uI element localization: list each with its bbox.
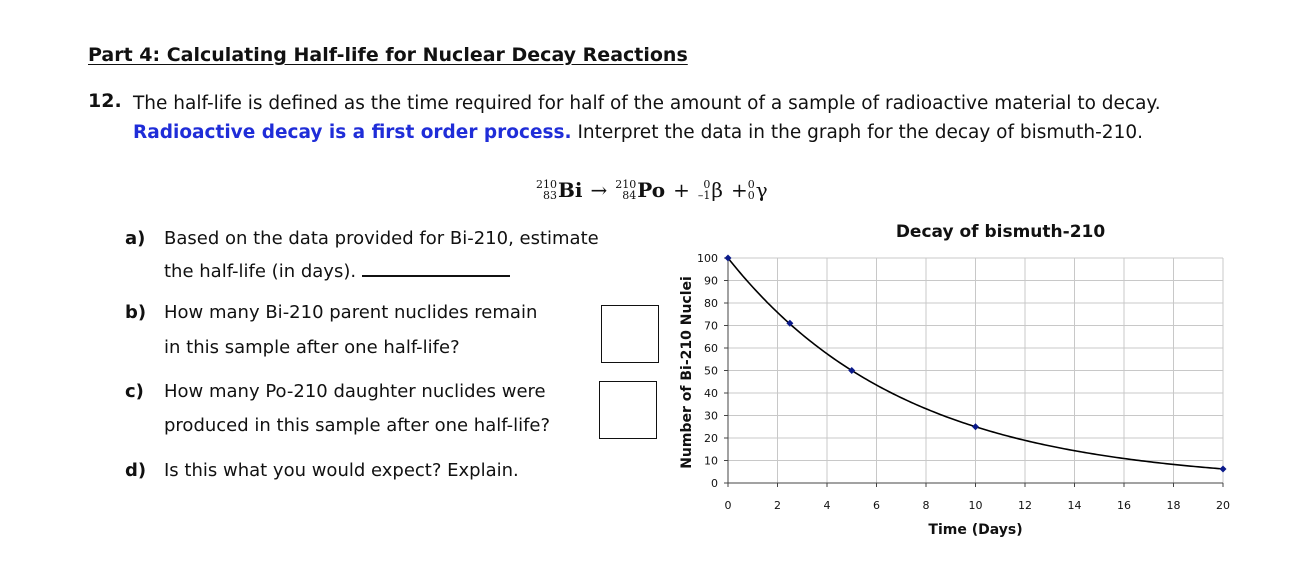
product1-atomic-number: 84	[622, 189, 637, 202]
part-c-line1: How many Po-210 daughter nuclides were	[164, 381, 546, 402]
x-tick-label: 18	[1166, 499, 1181, 512]
product3-symbol: γ	[755, 178, 768, 202]
product1-mass-number: 210	[615, 178, 637, 191]
reactant-mass-number: 210	[536, 178, 557, 191]
x-tick-label: 0	[724, 499, 732, 512]
question-number: 12.	[88, 90, 122, 112]
decay-equation	[536, 178, 768, 202]
part-b-line1: How many Bi-210 parent nuclides remain	[164, 302, 538, 323]
part-d-label: d)	[125, 460, 147, 481]
product3-isotope-numbers	[748, 179, 755, 201]
intro-text-1: The half-life is defined as the time required for half of the amount of a sample of radioactive material to decay.	[133, 93, 1161, 114]
x-tick-label: 2	[774, 499, 781, 512]
reactant-atomic-number: 83	[543, 189, 557, 202]
y-tick-label: 80	[704, 297, 718, 310]
part-b-line2: in this sample after one half-life?	[164, 337, 460, 358]
y-axis-label: Number of Bi-210 Nuclei	[679, 276, 695, 469]
y-tick-label: 70	[704, 319, 718, 333]
x-tick-label: 16	[1117, 499, 1131, 512]
part-a-line2-text: the half-life (in days).	[164, 261, 357, 282]
page-title: Part 4: Calculating Half-life for Nuclear Decay Reactions	[88, 44, 688, 66]
y-tick-label: 30	[704, 409, 718, 423]
product3-atomic-number: 0	[747, 189, 755, 202]
plus-sign-2: +	[730, 178, 748, 202]
y-tick-label: 10	[704, 454, 718, 468]
decay-chart	[660, 210, 1260, 550]
x-tick-label: 6	[873, 499, 880, 512]
product1-symbol: Po	[637, 178, 666, 202]
product2-atomic-number: –1	[697, 189, 711, 202]
y-tick-label: 50	[704, 364, 718, 378]
x-tick-label: 8	[922, 499, 930, 512]
x-tick-label: 20	[1216, 499, 1230, 512]
x-tick-label: 14	[1067, 499, 1082, 512]
y-tick-label: 40	[704, 387, 718, 400]
plus-sign-1: +	[673, 178, 690, 202]
part-c-answer-box[interactable]	[599, 381, 657, 439]
chart-title: Decay of bismuth-210	[895, 222, 1106, 242]
part-a-line2	[164, 261, 510, 282]
product2-mass-number: 0	[703, 178, 711, 191]
product2-symbol: β	[711, 178, 723, 202]
product3-mass-number: 0	[747, 178, 755, 191]
y-tick-label: 20	[704, 432, 718, 445]
reactant-isotope-numbers	[536, 179, 557, 201]
reactant-symbol: Bi	[558, 178, 583, 202]
y-tick-label: 100	[697, 252, 718, 265]
half-life-answer-blank[interactable]	[362, 274, 510, 277]
part-a-line1: Based on the data provided for Bi-210, estimate	[164, 228, 599, 249]
part-a-label: a)	[125, 228, 146, 249]
intro-highlight: Radioactive decay is a first order process.	[133, 122, 572, 143]
data-point	[1220, 465, 1227, 472]
x-tick-label: 10	[968, 499, 983, 512]
part-c-line2: produced in this sample after one half-life?	[164, 415, 551, 436]
product2-isotope-numbers	[698, 179, 711, 201]
x-tick-label: 4	[823, 499, 831, 512]
part-c-label: c)	[125, 381, 144, 402]
product1-isotope-numbers	[615, 179, 636, 201]
intro-text-2: Interpret the data in the graph for the decay of bismuth-210.	[571, 122, 1143, 143]
arrow-icon: →	[590, 178, 608, 202]
question-intro	[133, 89, 1213, 147]
y-tick-label: 60	[704, 342, 718, 355]
x-tick-label: 12	[1018, 499, 1032, 512]
data-point	[972, 423, 979, 430]
y-tick-label: 0	[711, 477, 718, 490]
part-b-answer-box[interactable]	[601, 305, 659, 363]
y-tick-label: 90	[704, 274, 718, 288]
part-b-label: b)	[125, 302, 147, 323]
part-d-line1: Is this what you would expect? Explain.	[164, 460, 519, 481]
x-axis-label: Time (Days)	[928, 522, 1023, 538]
